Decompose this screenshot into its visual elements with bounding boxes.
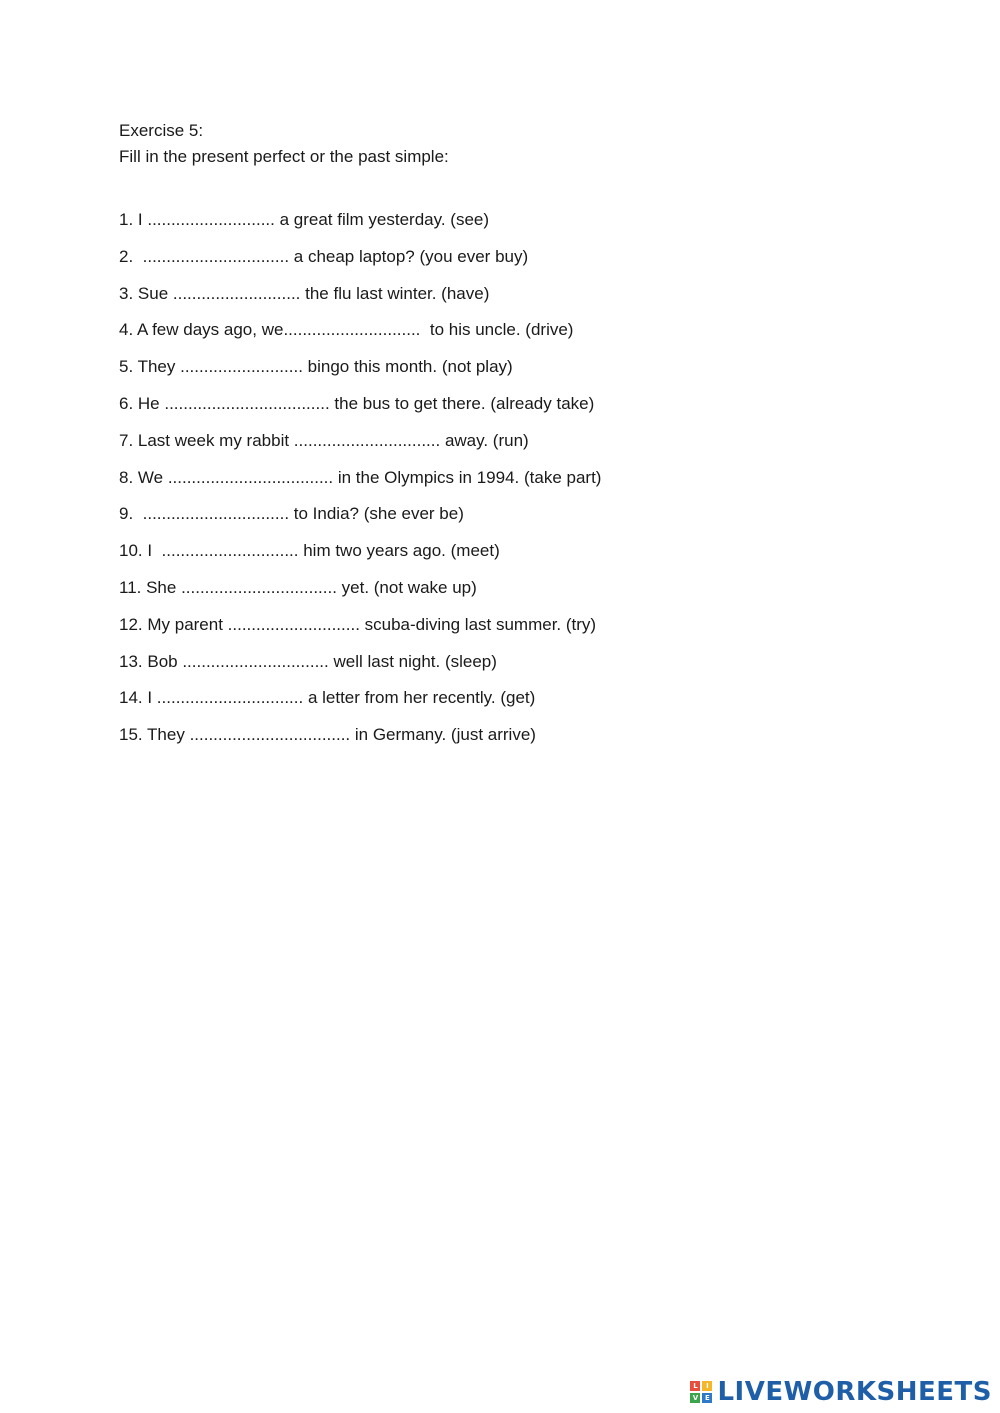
logo-tile-e: E xyxy=(702,1393,712,1403)
liveworksheets-logo-icon xyxy=(690,1381,712,1403)
exercise-item-10: 10. I ............................. him two years ago. (meet) xyxy=(119,541,500,561)
brand-name: LIVEWORKSHEETS xyxy=(717,1377,992,1407)
exercise-item-15: 15. They .................................. in Germany. (just arrive) xyxy=(119,725,536,745)
exercise-item-14: 14. I ............................... a letter from her recently. (get) xyxy=(119,688,536,708)
logo-tile-i: I xyxy=(702,1381,712,1391)
liveworksheets-brand xyxy=(690,1377,992,1407)
exercise-item-12: 12. My parent ............................ scuba-diving last summer. (try) xyxy=(119,614,597,634)
exercise-instruction: Fill in the present perfect or the past simple: xyxy=(119,147,449,166)
exercise-list xyxy=(119,202,879,754)
exercise-item-13: 13. Bob ............................... well last night. (sleep) xyxy=(119,651,497,671)
exercise-item-3: 3. Sue ........................... the flu last winter. (have) xyxy=(119,283,490,303)
logo-tile-l: L xyxy=(690,1381,700,1391)
logo-tile-v: V xyxy=(690,1393,700,1403)
exercise-item-5: 5. They .......................... bingo this month. (not play) xyxy=(119,357,513,377)
exercise-item-11: 11. She ................................. yet. (not wake up) xyxy=(119,577,477,597)
exercise-item-8: 8. We ................................... in the Olympics in 1994. (take part) xyxy=(119,467,602,487)
exercise-item-6: 6. He ................................... the bus to get there. (already take) xyxy=(119,393,595,413)
exercise-item-2: 2. ............................... a cheap laptop? (you ever buy) xyxy=(119,246,529,266)
worksheet xyxy=(119,118,879,754)
exercise-title: Exercise 5: xyxy=(119,121,204,140)
exercise-item-1: 1. I ........................... a great film yesterday. (see) xyxy=(119,210,490,229)
exercise-item-4: 4. A few days ago, we............................. to his uncle. (drive) xyxy=(119,320,574,340)
exercise-item-9: 9. ............................... to India? (she ever be) xyxy=(119,504,464,524)
exercise-item-7: 7. Last week my rabbit ............................... away. (run) xyxy=(119,430,529,450)
